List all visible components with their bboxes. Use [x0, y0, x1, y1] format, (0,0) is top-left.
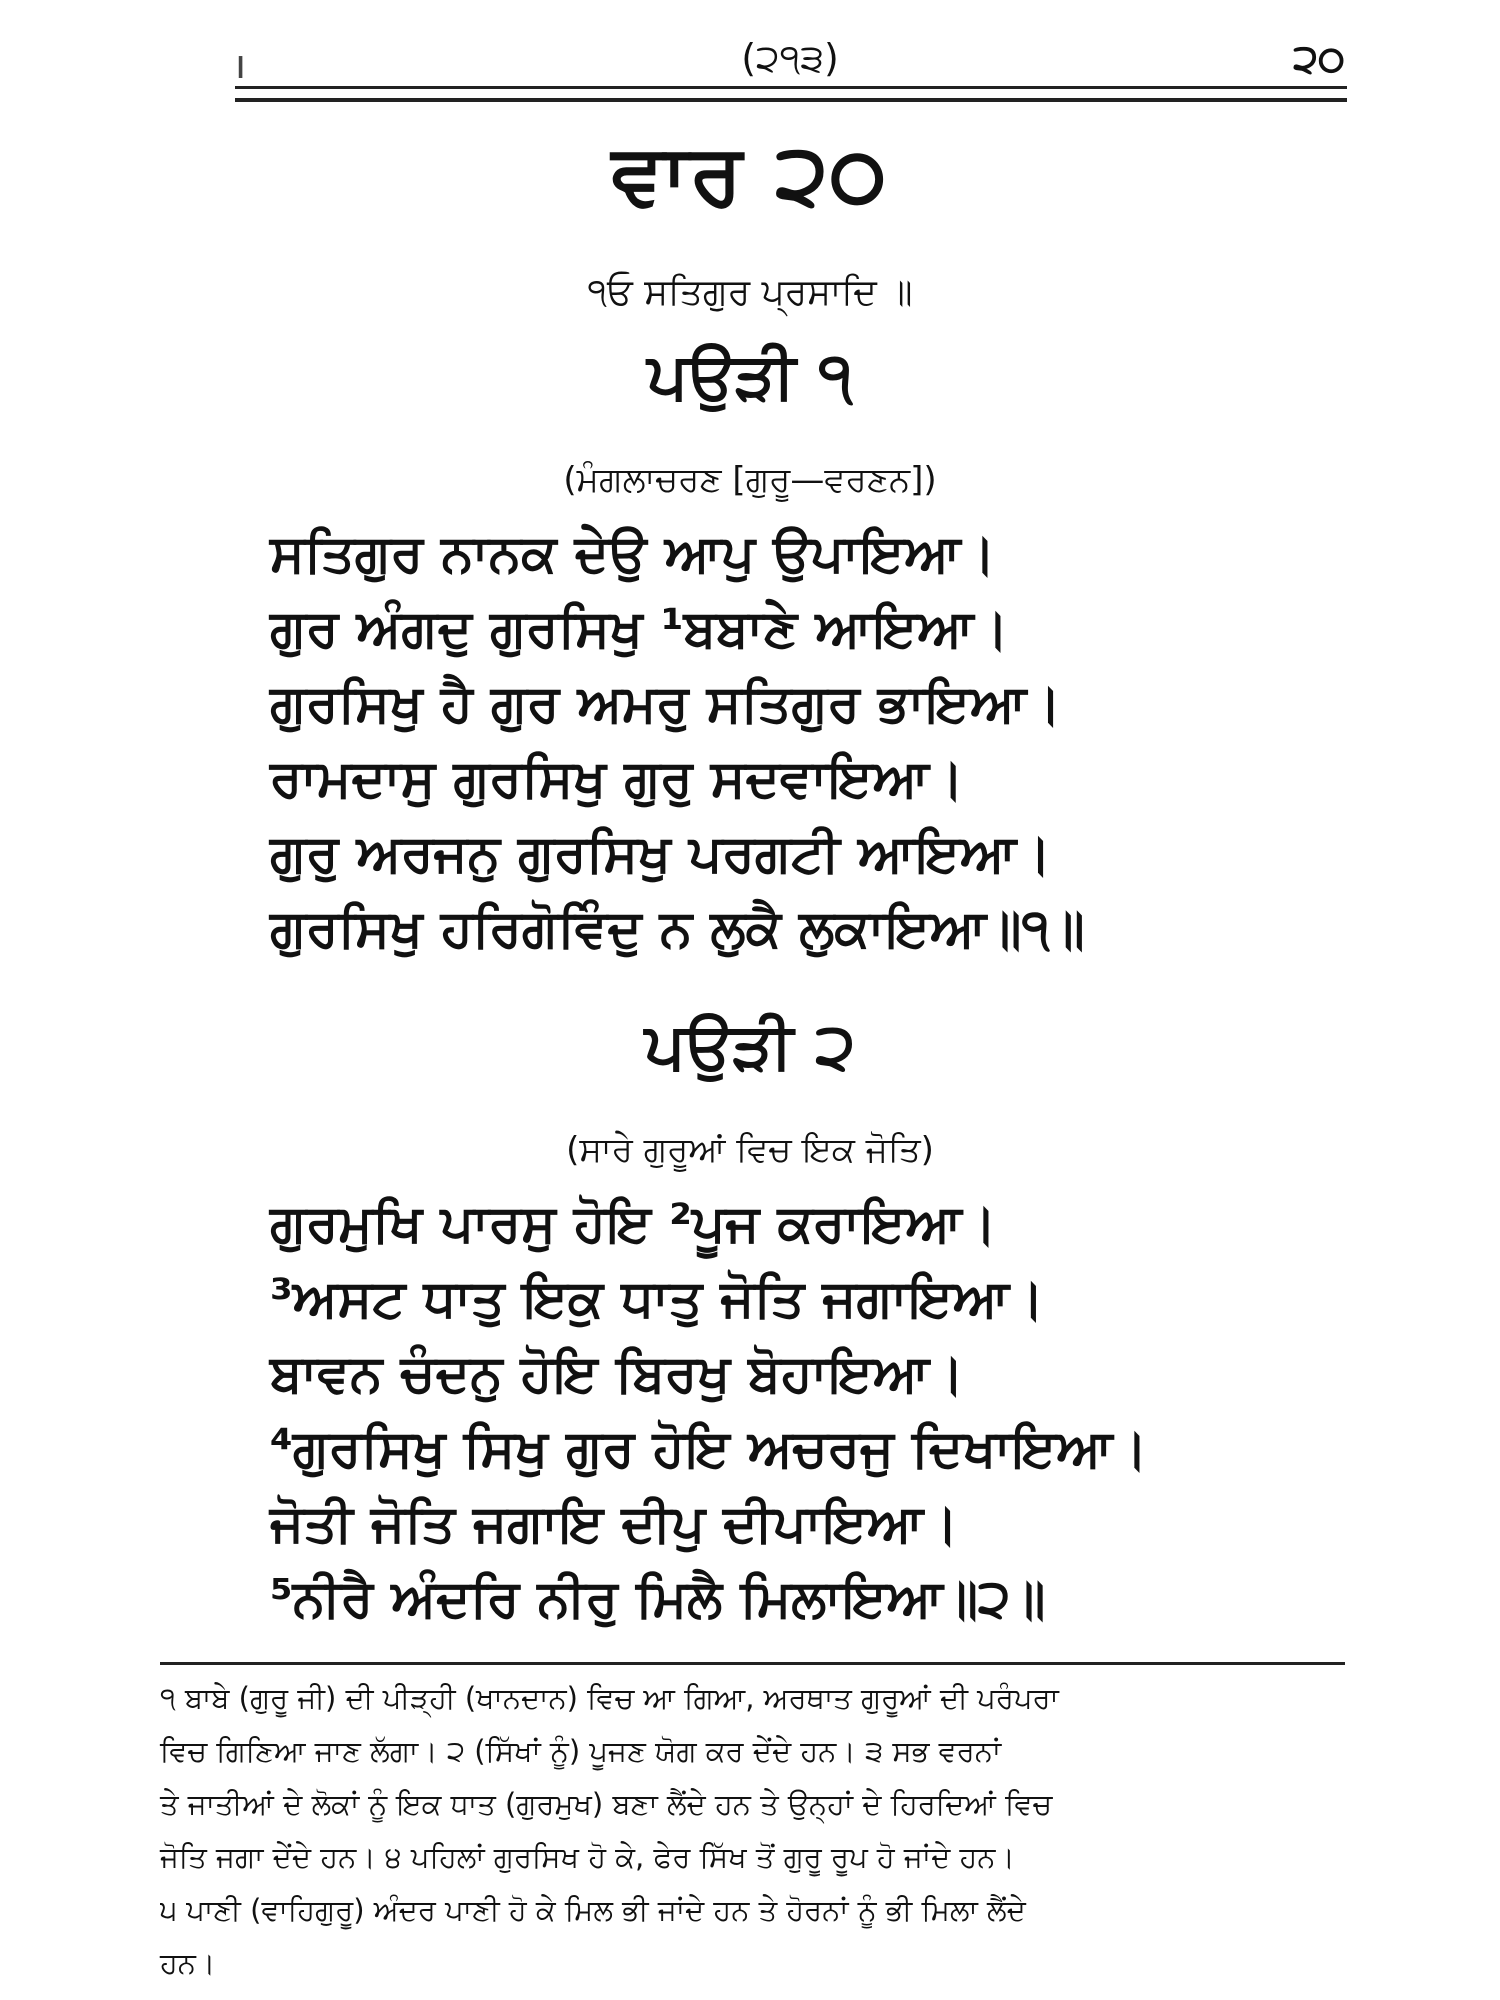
footnote-line: ੧ ਬਾਬੇ (ਗੁਰੂ ਜੀ) ਦੀ ਪੀੜ੍ਹੀ (ਖਾਨਦਾਨ) ਵਿਚ ਆ ਗਿਆ, ਅਰਥਾਤ ਗੁਰੂਆਂ ਦੀ ਪਰੰਪਰਾ — [160, 1681, 1059, 1715]
verse-line: ⁴ਗੁਰਸਿਖੁ ਸਿਖੁ ਗੁਰ ਹੋਇ ਅਚਰਜੁ ਦਿਖਾਇਆ। — [270, 1419, 1148, 1479]
verse-line: ³ਅਸਟ ਧਾਤੁ ਇਕੁ ਧਾਤੁ ਜੋਤਿ ਜਗਾਇਆ। — [270, 1269, 1045, 1329]
footnote-line: ਜੋਤਿ ਜਗਾ ਦੇਂਦੇ ਹਨ। ੪ ਪਹਿਲਾਂ ਗੁਰਸਿਖ ਹੋ ਕੇ, ਫੇਰ ਸਿੱਖ ਤੋਂ ਗੁਰੂ ਰੂਪ ਹੋ ਜਾਂਦੇ ਹਨ। — [160, 1840, 1015, 1874]
footnote-rule — [160, 1662, 1345, 1665]
verse-line: ਗੁਰੁ ਅਰਜਨੁ ਗੁਰਸਿਖੁ ਪਰਗਟੀ ਆਇਆ। — [270, 824, 1052, 884]
verse-line: ਰਾਮਦਾਸੁ ਗੁਰਸਿਖੁ ਗੁਰੁ ਸਦਵਾਇਆ। — [270, 749, 965, 809]
pauri-2-heading: ਪਉੜੀ ੨ — [644, 1010, 856, 1084]
header-left-mark: ı — [235, 42, 247, 88]
footnotes — [160, 1672, 1350, 1990]
pauri-2-verse — [270, 1187, 1310, 1637]
header-rule — [235, 86, 1347, 102]
verse-line: ⁵ਨੀਰੈ ਅੰਦਰਿ ਨੀਰੁ ਮਿਲੈ ਮਿਲਾਇਆ॥੨॥ — [270, 1569, 1046, 1629]
verse-line: ਗੁਰਸਿਖੁ ਹਰਿਗੋਵਿੰਦੁ ਨ ਲੁਕੈ ਲੁਕਾਇਆ॥੧॥ — [270, 899, 1085, 959]
footnote-line: ਵਿਚ ਗਿਣਿਆ ਜਾਣ ਲੱਗਾ। ੨ (ਸਿੱਖਾਂ ਨੂੰ) ਪੂਜਣ ਯੋਗ ਕਰ ਦੇਂਦੇ ਹਨ। ੩ ਸਭ ਵਰਨਾਂ — [160, 1734, 1002, 1768]
footnote-line: ਤੇ ਜਾਤੀਆਂ ਦੇ ਲੋਕਾਂ ਨੂੰ ਇਕ ਧਾਤ (ਗੁਰਮੁਖ) ਬਣਾ ਲੈਂਦੇ ਹਨ ਤੇ ਉਨ੍ਹਾਂ ਦੇ ਹਿਰਦਿਆਂ ਵਿਚ — [160, 1787, 1053, 1821]
header-page-ref: (੨੧੩) — [741, 36, 839, 80]
verse-line: ਬਾਵਨ ਚੰਦਨੁ ਹੋਇ ਬਿਰਖੁ ਬੋਹਾਇਆ। — [270, 1344, 965, 1404]
verse-line: ਗੁਰਮੁਖਿ ਪਾਰਸੁ ਹੋਇ ²ਪੂਜ ਕਰਾਇਆ। — [270, 1194, 997, 1254]
pauri-2-subtitle: (ਸਾਰੇ ਗੁਰੂਆਂ ਵਿਚ ਇਕ ਜੋਤਿ) — [566, 1130, 934, 1170]
verse-line: ਸਤਿਗੁਰ ਨਾਨਕ ਦੇਉ ਆਪੁ ਉਪਾਇਆ। — [270, 524, 996, 584]
pauri-1-heading: ਪਉੜੀ ੧ — [647, 340, 853, 414]
pauri-1-subtitle: (ਮੰਗਲਾਚਰਣ [ਗੁਰੂ—ਵਰਣਨ]) — [563, 460, 937, 500]
pauri-1-verse — [270, 517, 1310, 967]
verse-line: ਜੋਤੀ ਜੋਤਿ ਜਗਾਇ ਦੀਪੁ ਦੀਪਾਇਆ। — [270, 1494, 959, 1554]
mool-mantar: ੧ਓ ਸਤਿਗੁਰ ਪ੍ਰਸਾਦਿ ॥ — [587, 272, 913, 313]
page-title: ਵਾਰ ੨੦ — [611, 125, 889, 223]
footnote-line: ੫ ਪਾਣੀ (ਵਾਹਿਗੁਰੂ) ਅੰਦਰ ਪਾਣੀ ਹੋ ਕੇ ਮਿਲ ਭੀ ਜਾਂਦੇ ਹਨ ਤੇ ਹੋਰਨਾਂ ਨੂੰ ਭੀ ਮਿਲਾ ਲੈਂਦੇ — [160, 1893, 1026, 1927]
footnote-line: ਹਨ। — [160, 1946, 216, 1980]
verse-line: ਗੁਰਸਿਖੁ ਹੈ ਗੁਰ ਅਮਰੁ ਸਤਿਗੁਰ ਭਾਇਆ। — [270, 674, 1062, 734]
page-number: ੨੦ — [1293, 36, 1345, 82]
verse-line: ਗੁਰ ਅੰਗਦੁ ਗੁਰਸਿਖੁ ¹ਬਬਾਣੇ ਆਇਆ। — [270, 599, 1009, 659]
